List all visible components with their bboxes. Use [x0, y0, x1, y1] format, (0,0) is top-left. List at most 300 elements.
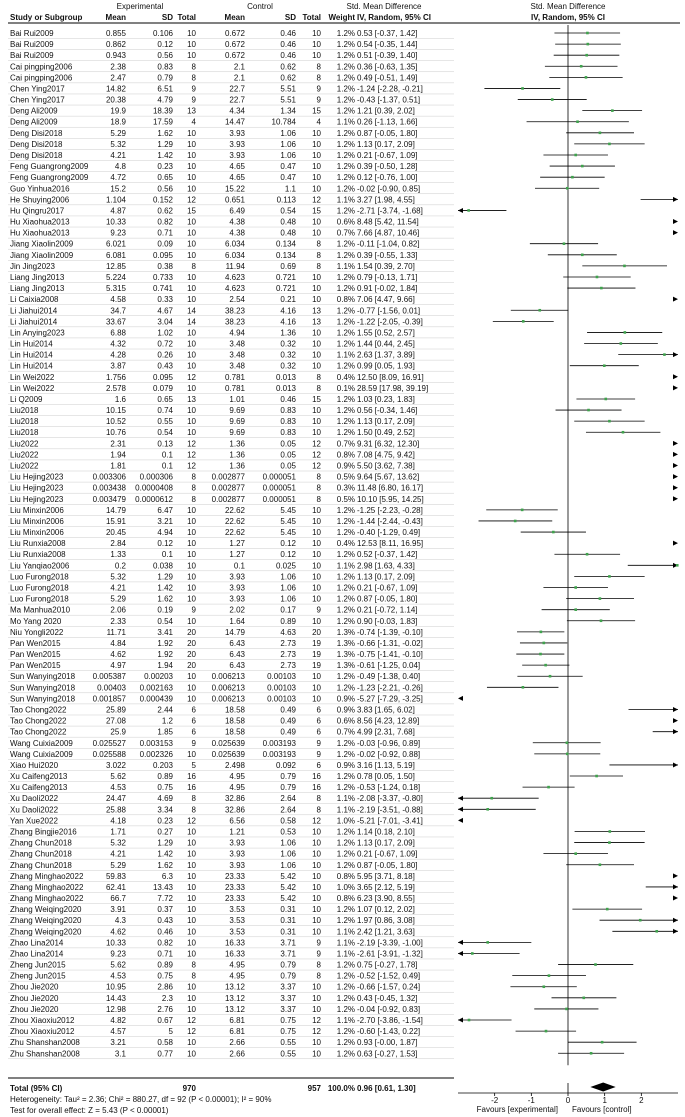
- exp-sd: 0.12: [157, 539, 173, 549]
- exp-sd: 0.89: [157, 960, 173, 970]
- exp-mean: 10.95: [105, 982, 126, 992]
- ctrl-mean: 0.002877: [211, 472, 245, 482]
- ci-text: -0.77 [-1.56, 0.01]: [357, 306, 421, 316]
- ctrl-total: 8: [316, 261, 321, 271]
- ctrl-total: 15: [312, 106, 321, 116]
- study-name: Sun Wanying2018: [10, 672, 76, 682]
- ci-text: 3.16 [1.13, 5.19]: [357, 760, 415, 770]
- ctrl-mean: 0.025639: [211, 738, 245, 748]
- study-row: [8, 406, 622, 416]
- exp-total: 12: [187, 450, 196, 460]
- ctrl-mean: 6.49: [229, 206, 245, 216]
- exp-sd: 1.62: [157, 860, 173, 870]
- study-name: Zhang Bingjie2016: [10, 827, 77, 837]
- exp-total: 8: [191, 261, 196, 271]
- study-name: Lin Wei2022: [10, 372, 55, 382]
- ctrl-total: 12: [312, 461, 321, 471]
- arrow-left: [458, 696, 463, 701]
- ctrl-mean: 23.33: [224, 894, 245, 904]
- exp-sd: 4.79: [157, 95, 173, 105]
- col-exp-mean: Mean: [105, 13, 126, 22]
- exp-total: 16: [187, 772, 196, 782]
- ctrl-total: 10: [312, 184, 321, 194]
- ctrl-total: 10: [312, 516, 321, 526]
- point-marker: [514, 520, 517, 523]
- ctrl-sd: 0.000051: [262, 483, 296, 493]
- exp-sd: 1.62: [157, 594, 173, 604]
- study-row: [8, 84, 560, 94]
- study-name: Deng Disi2018: [10, 128, 63, 138]
- exp-mean: 2.33: [110, 616, 126, 626]
- total-exp: 970: [182, 1084, 196, 1093]
- ctrl-total: 8: [316, 73, 321, 83]
- ctrl-total: 10: [312, 150, 321, 160]
- weight: 1.2%: [336, 84, 355, 94]
- study-name: Mo Yang 2020: [10, 616, 62, 626]
- exp-mean: 4.8: [114, 162, 126, 172]
- ctrl-mean: 1.64: [229, 616, 245, 626]
- study-name: Lin Wei2022: [10, 383, 55, 393]
- ctrl-sd: 1.06: [280, 128, 296, 138]
- arrow-left: [458, 807, 463, 812]
- exp-total: 10: [187, 938, 196, 948]
- exp-mean: 1.6: [114, 394, 126, 404]
- ctrl-mean: 13.12: [224, 993, 245, 1003]
- exp-mean: 59.83: [105, 871, 126, 881]
- weight: 1.2%: [336, 128, 355, 138]
- study-name: Zhou Jie2020: [10, 993, 59, 1003]
- ctrl-sd: 0.46: [280, 40, 296, 50]
- ctrl-mean: 0.651: [224, 195, 245, 205]
- weight: 1.2%: [336, 605, 355, 615]
- study-name: Hu Qingru2017: [10, 206, 65, 216]
- study-name: Sun Wanying2018: [10, 683, 76, 693]
- study-row: [8, 584, 608, 594]
- study-rows: [8, 25, 679, 1065]
- study-name: Li Caixia2008: [10, 295, 59, 305]
- weight: 0.6%: [336, 217, 355, 227]
- study-row: [8, 151, 608, 161]
- ctrl-total: 12: [312, 1027, 321, 1037]
- study-name: Liang Jing2013: [10, 272, 65, 282]
- study-name: Zhang Minghao2022: [10, 894, 84, 904]
- ctrl-total: 8: [316, 805, 321, 815]
- ctrl-mean: 9.69: [229, 417, 245, 427]
- arrow-right: [673, 441, 678, 446]
- arrow-right: [673, 463, 678, 468]
- ctrl-mean: 1.36: [229, 439, 245, 449]
- exp-sd: 6.3: [161, 871, 173, 881]
- arrow-right: [673, 452, 678, 457]
- weight: 1.2%: [336, 361, 355, 371]
- weight: 1.2%: [336, 51, 355, 61]
- arrow-right: [673, 896, 678, 901]
- exp-total: 14: [187, 306, 196, 316]
- study-row: [8, 373, 678, 383]
- exp-sd: 1.2: [161, 716, 173, 726]
- weight: 1.2%: [336, 905, 355, 915]
- ci-text: 0.93 [-0.00, 1.87]: [357, 1038, 418, 1048]
- exp-sd: 0.1: [161, 550, 173, 560]
- ctrl-sd: 0.47: [280, 162, 296, 172]
- study-name: Deng Ali2009: [10, 106, 58, 116]
- exp-mean: 10.15: [105, 406, 126, 416]
- study-name: Luo Furong2018: [10, 572, 69, 582]
- exp-mean: 4.21: [110, 849, 126, 859]
- exp-sd: 0.56: [157, 184, 173, 194]
- exp-sd: 0.62: [157, 206, 173, 216]
- point-marker: [543, 985, 546, 988]
- ctrl-mean: 22.7: [229, 84, 245, 94]
- ctrl-mean: 14.47: [224, 117, 245, 127]
- study-row: [8, 661, 569, 671]
- weight: 1.2%: [336, 162, 355, 172]
- weight: 1.2%: [336, 971, 355, 981]
- arrow-right: [673, 762, 678, 767]
- exp-mean: 25.89: [105, 705, 126, 715]
- exp-mean: 12.98: [105, 1004, 126, 1014]
- weight: 0.6%: [336, 716, 355, 726]
- ci-text: 1.13 [0.17, 2.09]: [357, 838, 415, 848]
- ctrl-sd: 0.00103: [267, 694, 296, 704]
- ctrl-mean: 23.33: [224, 882, 245, 892]
- exp-mean: 10.52: [105, 417, 126, 427]
- exp-mean: 0.003438: [92, 483, 126, 493]
- exp-sd: 0.43: [157, 361, 173, 371]
- col-weight: Weight: [328, 13, 355, 22]
- weight: 1.2%: [336, 960, 355, 970]
- study-row: [8, 284, 635, 294]
- ctrl-sd: 1.06: [280, 838, 296, 848]
- weight: 1.1%: [336, 927, 355, 937]
- exp-total: 10: [187, 284, 196, 294]
- ctrl-mean: 22.62: [224, 505, 245, 515]
- weight: 1.1%: [336, 938, 355, 948]
- ctrl-mean: 6.43: [229, 661, 245, 671]
- exp-sd: 0.0000408: [135, 483, 173, 493]
- point-marker: [574, 608, 577, 611]
- arrow-right: [673, 707, 678, 712]
- ci-text: -0.49 [-1.38, 0.40]: [357, 672, 421, 682]
- study-row: [8, 484, 678, 494]
- weight: 1.2%: [336, 406, 355, 416]
- point-marker: [599, 132, 602, 135]
- study-row: [8, 694, 463, 704]
- ctrl-total: 10: [312, 583, 321, 593]
- study-name: Liu2018: [10, 406, 39, 416]
- point-marker: [565, 1008, 568, 1011]
- weight: 1.2%: [336, 73, 355, 83]
- exp-mean: 2.38: [110, 62, 126, 72]
- exp-mean: 25.88: [105, 805, 126, 815]
- ctrl-sd: 5.51: [280, 84, 296, 94]
- exp-sd: 1.62: [157, 128, 173, 138]
- study-name: Feng Guangrong2009: [10, 173, 89, 183]
- exp-sd: 0.13: [157, 439, 173, 449]
- weight: 1.0%: [336, 882, 355, 892]
- study-row: [8, 439, 678, 449]
- col-study: Study or Subgroup: [10, 13, 83, 22]
- study-name: Liu2022: [10, 450, 39, 460]
- ctrl-mean: 13.12: [224, 1004, 245, 1014]
- study-name: Ma Manhua2010: [10, 605, 71, 615]
- ctrl-total: 9: [316, 84, 321, 94]
- study-name: Zhu Shanshan2008: [10, 1038, 80, 1048]
- arrow-right: [673, 219, 678, 224]
- exp-mean: 27.08: [105, 716, 126, 726]
- ctrl-total: 8: [316, 472, 321, 482]
- study-row: [8, 961, 633, 971]
- ctrl-total: 10: [312, 561, 321, 571]
- ctrl-total: 10: [312, 539, 321, 549]
- ci-text: 7.06 [4.47, 9.66]: [357, 295, 415, 305]
- study-name: Wang Cuixia2009: [10, 749, 73, 759]
- study-row: [8, 362, 639, 372]
- ctrl-mean: 1.01: [229, 394, 245, 404]
- study-row: [8, 118, 629, 128]
- exp-mean: 9.23: [110, 949, 126, 959]
- ctrl-mean: 38.23: [224, 306, 245, 316]
- ctrl-mean: 3.93: [229, 150, 245, 160]
- weight: 1.2%: [336, 982, 355, 992]
- exp-sd: 0.74: [157, 406, 173, 416]
- point-marker: [663, 353, 666, 356]
- exp-total: 10: [187, 539, 196, 549]
- weight: 1.1%: [336, 195, 355, 205]
- weight: 1.2%: [336, 827, 355, 837]
- ctrl-mean: 1.21: [229, 827, 245, 837]
- point-marker: [594, 963, 597, 966]
- ctrl-total: 10: [312, 295, 321, 305]
- exp-sd: 0.203: [152, 760, 173, 770]
- total-ctrl: 957: [307, 1084, 321, 1093]
- study-name: Zhang Chun2018: [10, 860, 72, 870]
- ctrl-sd: 10.784: [271, 117, 296, 127]
- study-row: [8, 650, 564, 660]
- exp-mean: 11.71: [106, 627, 126, 637]
- ctrl-sd: 0.49: [280, 705, 296, 715]
- ci-text: 6.23 [3.90, 8.55]: [357, 894, 415, 904]
- axis-tick-label: 0: [565, 1096, 571, 1105]
- ci-text: -2.19 [-3.39, -1.00]: [357, 938, 423, 948]
- ctrl-total: 10: [312, 916, 321, 926]
- ctrl-sd: 0.46: [280, 51, 296, 61]
- point-marker: [563, 242, 566, 245]
- ctrl-total: 19: [312, 638, 321, 648]
- weight: 1.2%: [336, 838, 355, 848]
- exp-total: 10: [187, 894, 196, 904]
- header-control: Control: [247, 2, 273, 11]
- weight: 1.0%: [336, 816, 355, 826]
- study-name: Sun Wanying2018: [10, 694, 76, 704]
- exp-sd: 5: [168, 1027, 173, 1037]
- ctrl-total: 8: [316, 971, 321, 981]
- exp-sd: 0.56: [157, 51, 173, 61]
- ctrl-mean: 6.81: [229, 1027, 245, 1037]
- exp-sd: 1.85: [157, 727, 173, 737]
- ctrl-sd: 0.32: [280, 350, 296, 360]
- ctrl-sd: 0.05: [280, 439, 296, 449]
- exp-total: 12: [187, 816, 196, 826]
- ctrl-total: 9: [316, 749, 321, 759]
- ctrl-mean: 3.93: [229, 572, 245, 582]
- exp-total: 10: [187, 1038, 196, 1048]
- ctrl-total: 10: [312, 1004, 321, 1014]
- point-marker: [566, 187, 569, 190]
- study-row: [8, 1005, 598, 1015]
- ctrl-sd: 1.06: [280, 150, 296, 160]
- exp-sd: 0.000306: [139, 472, 173, 482]
- ctrl-mean: 0.002877: [211, 494, 245, 504]
- study-row: [8, 328, 662, 338]
- study-name: Liu Runxia2008: [10, 539, 66, 549]
- point-marker: [587, 409, 590, 412]
- axis-tick-label: -1: [527, 1096, 535, 1105]
- ctrl-mean: 4.38: [229, 217, 245, 227]
- ctrl-sd: 1.06: [280, 139, 296, 149]
- exp-total: 8: [191, 794, 196, 804]
- study-name: Liu2022: [10, 461, 39, 471]
- ctrl-sd: 2.73: [280, 650, 296, 660]
- weight: 1.2%: [336, 339, 355, 349]
- exp-sd: 1.42: [157, 849, 173, 859]
- exp-mean: 2.31: [110, 439, 126, 449]
- ctrl-sd: 0.134: [275, 250, 296, 260]
- study-row: [8, 994, 616, 1004]
- study-name: Zhao Lina2014: [10, 949, 64, 959]
- weight: 1.3%: [336, 627, 355, 637]
- ctrl-total: 10: [312, 594, 321, 604]
- ctrl-mean: 6.43: [229, 638, 245, 648]
- exp-total: 4: [191, 117, 196, 127]
- exp-total: 10: [187, 184, 196, 194]
- ci-text: 0.21 [-0.72, 1.14]: [357, 605, 418, 615]
- ctrl-total: 15: [312, 206, 321, 216]
- weight: 1.1%: [336, 561, 355, 571]
- ci-text: 5.50 [3.62, 7.38]: [357, 461, 415, 471]
- ctrl-mean: 3.93: [229, 594, 245, 604]
- study-row: [8, 550, 620, 560]
- ctrl-mean: 32.86: [224, 794, 245, 804]
- ci-text: 0.49 [-0.51, 1.49]: [357, 73, 418, 83]
- ctrl-sd: 0.58: [280, 816, 296, 826]
- weight: 1.2%: [336, 29, 355, 38]
- study-name: Liu Minxin2006: [10, 528, 64, 538]
- exp-total: 10: [187, 505, 196, 515]
- weight: 1.2%: [336, 272, 355, 282]
- ctrl-mean: 9.69: [229, 428, 245, 438]
- total-weight: 100.0%: [327, 1084, 355, 1093]
- point-marker: [539, 653, 542, 656]
- exp-sd: 1.29: [157, 838, 173, 848]
- study-row: [8, 195, 678, 205]
- ci-text: 0.21 [-0.67, 1.09]: [357, 849, 418, 859]
- study-row: [8, 417, 645, 427]
- point-marker: [596, 276, 599, 279]
- study-row: [8, 473, 678, 483]
- ctrl-sd: 5.45: [280, 528, 296, 538]
- exp-mean: 6.021: [105, 239, 126, 249]
- exp-mean: 0.943: [105, 51, 126, 61]
- ctrl-total: 10: [312, 173, 321, 183]
- ctrl-sd: 0.025: [275, 561, 296, 571]
- ctrl-mean: 4.65: [229, 162, 245, 172]
- point-marker: [522, 686, 525, 689]
- ctrl-total: 10: [312, 871, 321, 881]
- point-marker: [581, 165, 584, 168]
- ci-text: 0.99 [0.05, 1.93]: [357, 361, 415, 371]
- exp-total: 12: [187, 1016, 196, 1026]
- ci-text: 0.79 [-0.13, 1.71]: [357, 272, 418, 282]
- col-ci-plot: IV, Random, 95% CI: [531, 13, 605, 22]
- ctrl-mean: 32.86: [224, 805, 245, 815]
- arrow-right: [673, 374, 678, 379]
- arrow-left: [458, 818, 463, 823]
- weight: 1.2%: [336, 749, 355, 759]
- arrow-right: [673, 197, 678, 202]
- exp-total: 9: [191, 95, 196, 105]
- ci-text: -2.61 [-3.91, -1.32]: [357, 949, 423, 959]
- ctrl-sd: 0.013: [275, 372, 296, 382]
- ci-text: -0.61 [-1.25, 0.04]: [357, 661, 421, 671]
- study-row: [8, 805, 536, 815]
- study-name: Zhou Jie2020: [10, 982, 59, 992]
- exp-mean: 15.2: [110, 184, 126, 194]
- point-marker: [585, 76, 588, 79]
- exp-sd: 0.741: [152, 284, 173, 294]
- arrow-right: [673, 918, 678, 923]
- col-exp-total: Total: [177, 13, 196, 22]
- ci-text: 8.48 [5.42, 11.54]: [357, 217, 419, 227]
- ctrl-mean: 3.48: [229, 361, 245, 371]
- exp-sd: 1.92: [157, 638, 173, 648]
- arrow-left: [458, 940, 463, 945]
- study-row: [8, 916, 678, 926]
- exp-sd: 0.54: [157, 616, 173, 626]
- exp-mean: 15.91: [105, 516, 126, 526]
- ctrl-total: 16: [312, 772, 321, 782]
- weight: 0.8%: [336, 894, 355, 904]
- ci-text: -5.27 [-7.29, -3.25]: [357, 694, 423, 704]
- point-marker: [467, 209, 470, 212]
- arrow-right: [673, 541, 678, 546]
- ci-text: 1.21 [0.39, 2.02]: [357, 106, 415, 116]
- ctrl-total: 19: [312, 650, 321, 660]
- x-axis: [458, 1083, 678, 1105]
- ctrl-total: 12: [312, 450, 321, 460]
- exp-total: 10: [187, 173, 196, 183]
- point-marker: [590, 1052, 593, 1055]
- exp-sd: 0.09: [157, 239, 173, 249]
- ctrl-total: 8: [316, 794, 321, 804]
- point-marker: [624, 331, 627, 334]
- ctrl-sd: 0.62: [280, 62, 296, 72]
- ctrl-total: 10: [312, 694, 321, 704]
- ctrl-mean: 6.43: [229, 650, 245, 660]
- weight: 1.2%: [336, 1049, 355, 1059]
- exp-sd: 3.41: [157, 627, 173, 637]
- ctrl-mean: 3.53: [229, 916, 245, 926]
- ctrl-sd: 2.73: [280, 661, 296, 671]
- study-row: [8, 772, 623, 782]
- point-marker: [549, 675, 552, 678]
- exp-total: 10: [187, 383, 196, 393]
- weight: 0.4%: [336, 539, 355, 549]
- exp-mean: 66.7: [110, 894, 126, 904]
- exp-total: 10: [187, 272, 196, 282]
- study-name: Tao Chong2022: [10, 716, 67, 726]
- exp-mean: 3.21: [110, 1038, 126, 1048]
